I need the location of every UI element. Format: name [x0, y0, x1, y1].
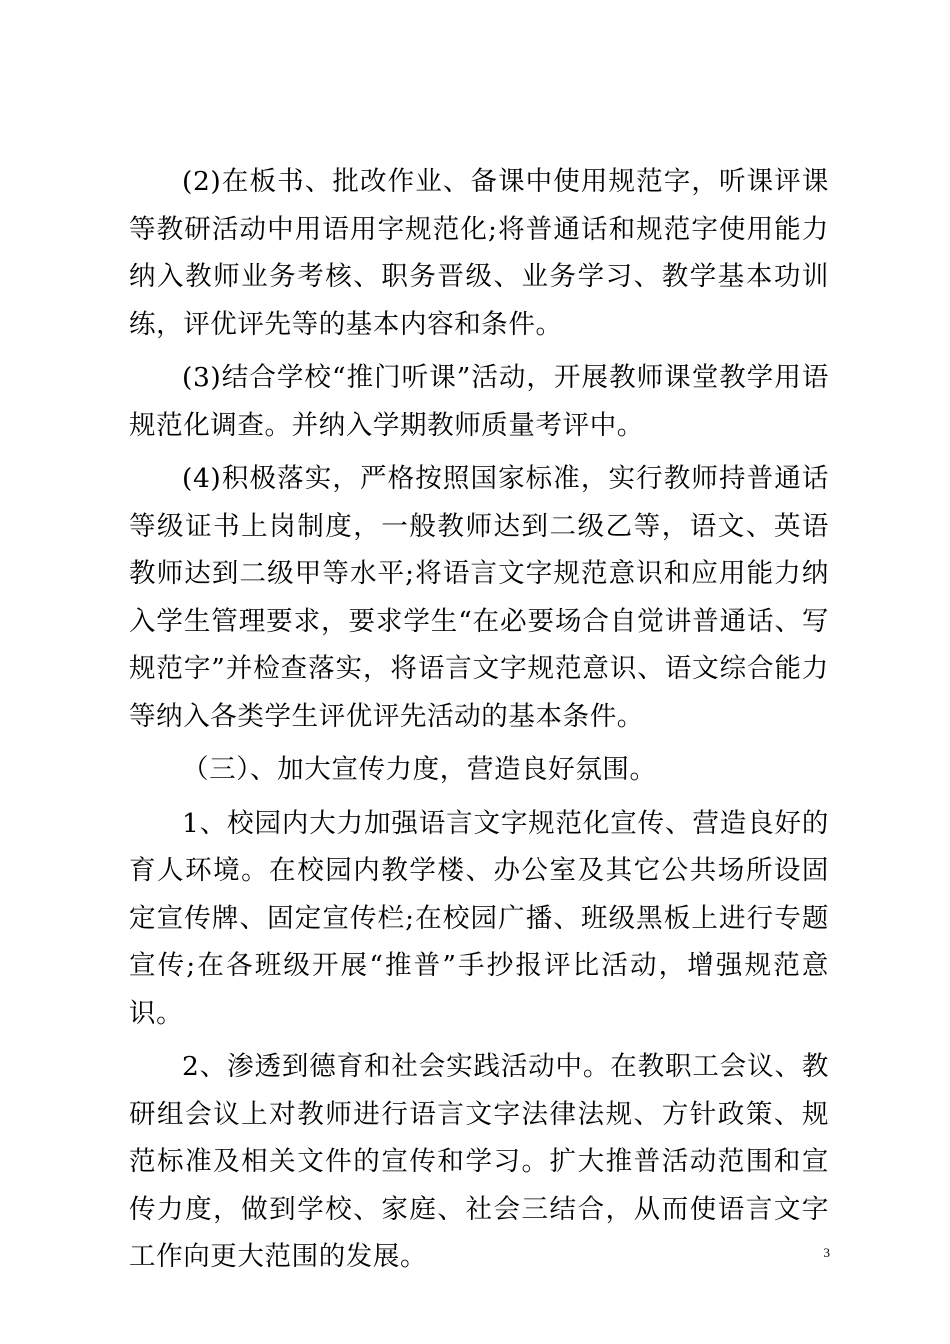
section-heading-three: （三）、加大宣传力度，营造良好氛围。 [182, 754, 657, 785]
paragraph-item-2: (2)在板书、批改作业、备课中使用规范字，听课评课等教研活动中用语用字规范化;将普通话和规范字使用能力纳入教师业务考核、职务晋级、业务学习、教学基本功训练，评优评先等的基本内容和条件。 [129, 166, 829, 340]
document-body [129, 158, 829, 1287]
paragraph-item-3: (3)结合学校“推门听课”活动，开展教师课堂教学用语规范化调查。并纳入学期教师质量考评中。 [129, 362, 829, 441]
page-number: 3 [823, 1245, 830, 1260]
paragraph-point-2: 2、渗透到德育和社会实践活动中。在教职工会议、教研组会议上对教师进行语言文字法律法规、方针政策、规范标准及相关文件的宣传和学习。扩大推普活动范围和宣传力度，做到学校、家庭、社会三结合，从而使语言文字工作向更大范围的发展。 [129, 1051, 829, 1272]
paragraph-point-1: 1、校园内大力加强语言文字规范化宣传、营造良好的育人环境。在校园内教学楼、办公室及其它公共场所设固定宣传牌、固定宣传栏;在校园广播、班级黑板上进行专题宣传;在各班级开展“推普”手抄报评比活动，增强规范意识。 [129, 807, 829, 1029]
paragraph-item-4: (4)积极落实，严格按照国家标准，实行教师持普通话等级证书上岗制度，一般教师达到二级乙等，语文、英语教师达到二级甲等水平;将语言文字规范意识和应用能力纳入学生管理要求，要求学生“在必要场合自觉讲普通话、写规范字”并检查落实，将语言文字规范意识、语文综合能力等纳入各类学生评优评先活动的基本条件。 [129, 463, 829, 732]
